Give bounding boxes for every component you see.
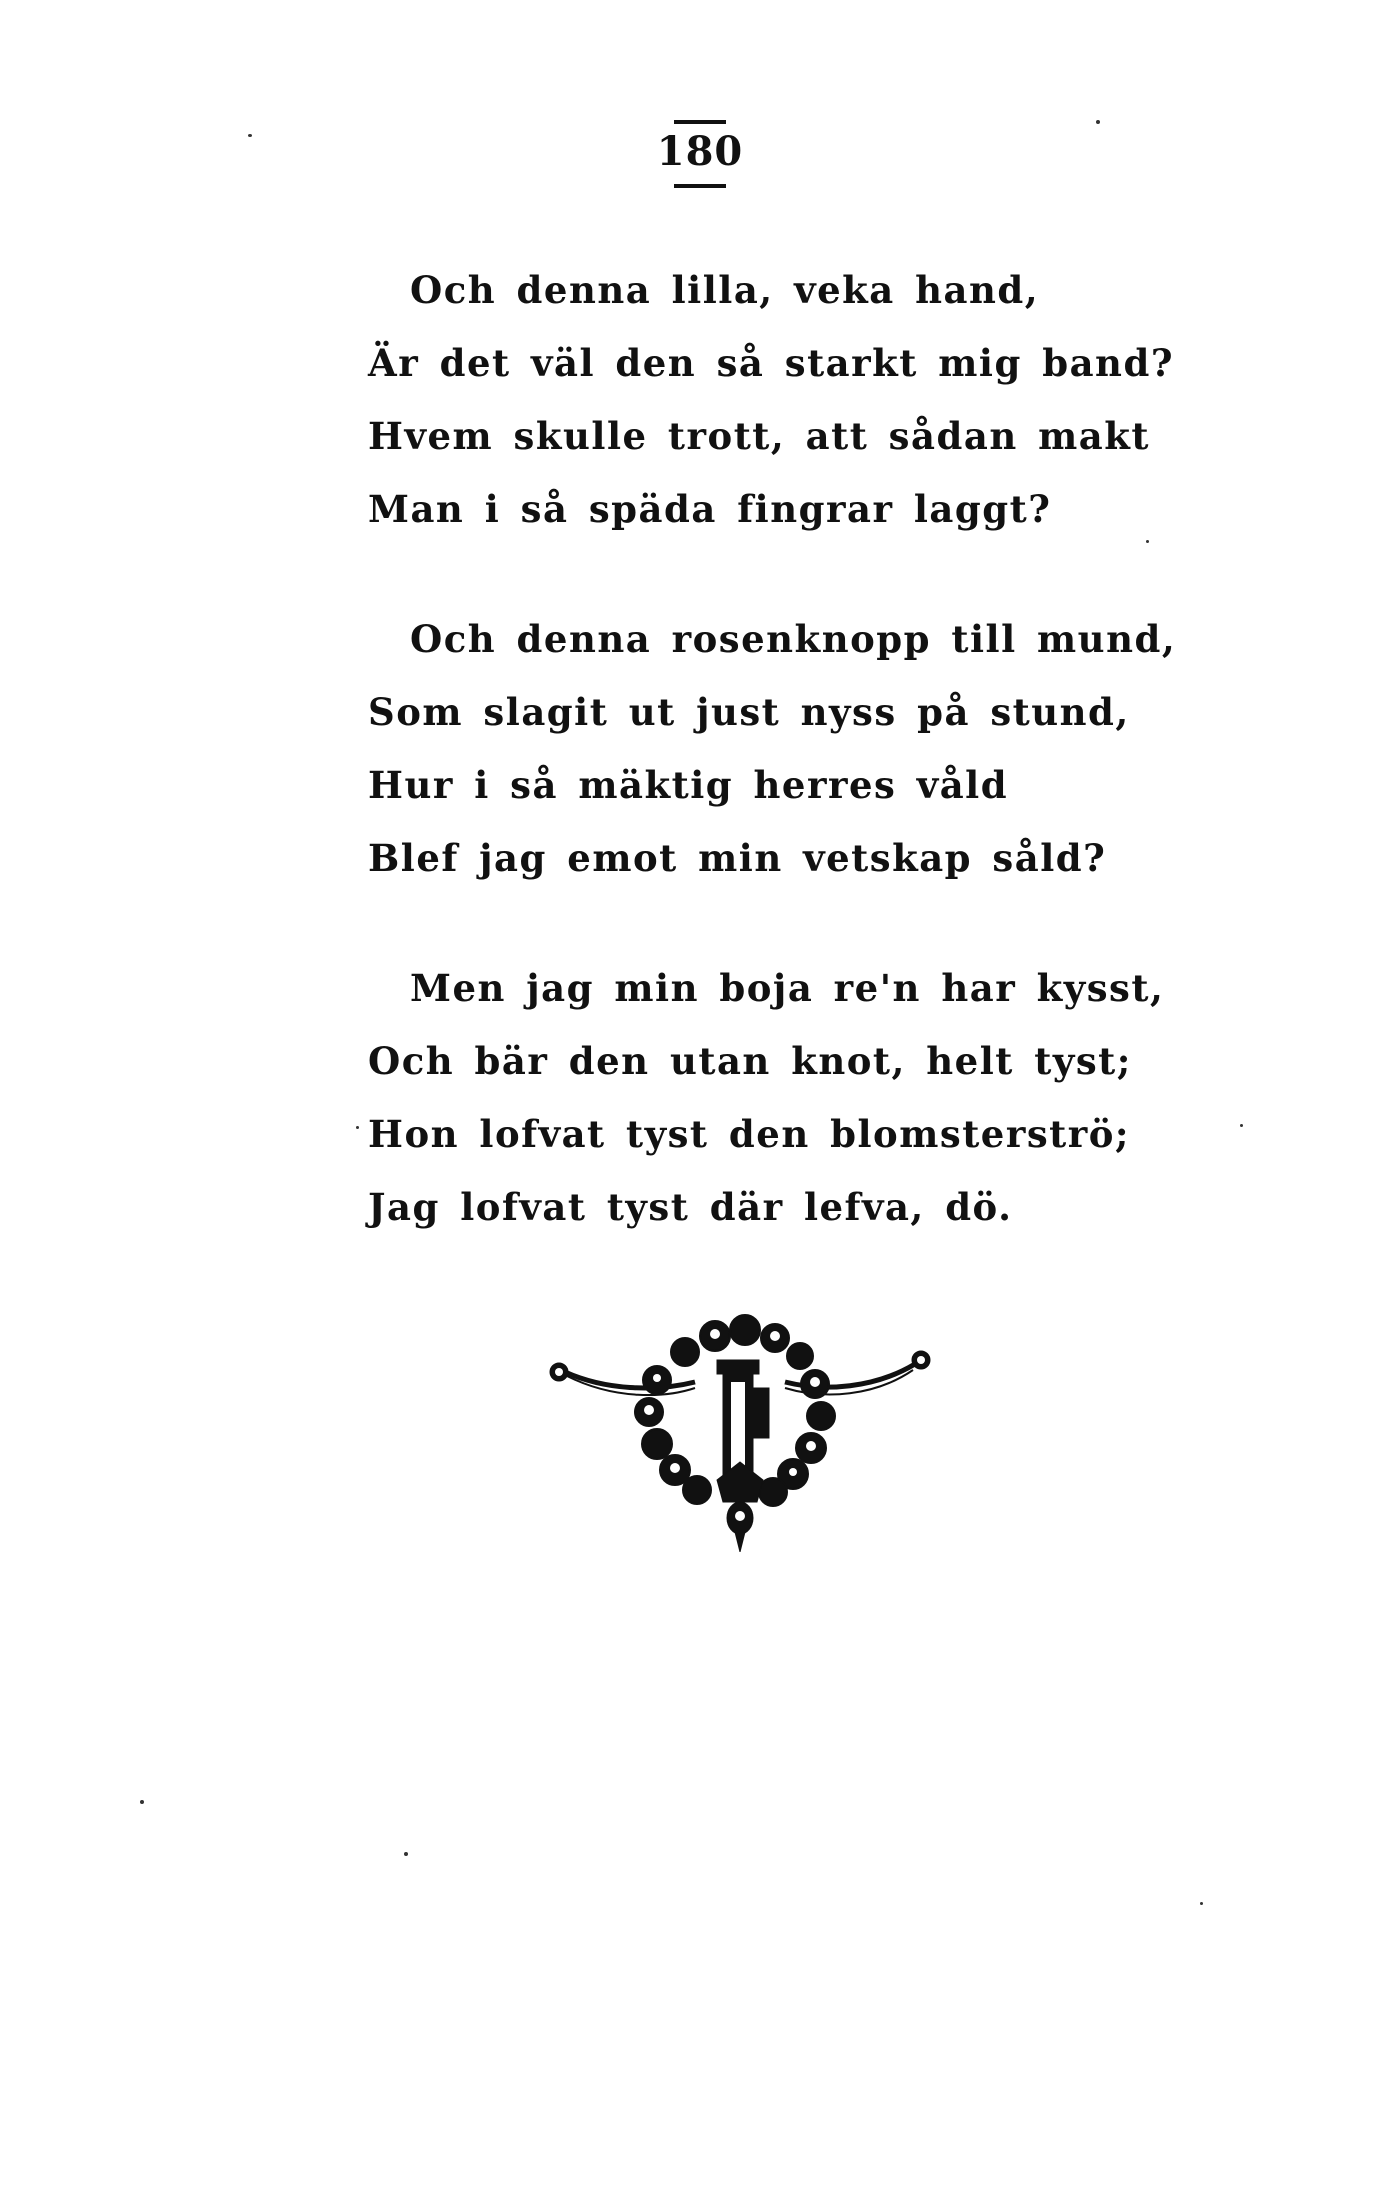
page-number: 180	[656, 128, 744, 175]
paper-speck	[1200, 1902, 1203, 1905]
paper-speck	[1146, 540, 1149, 543]
poem-line: Hur i så mäktig herres våld	[368, 763, 1009, 807]
paper-speck	[1240, 1124, 1243, 1127]
poem-line: Är det väl den så starkt mig band?	[368, 341, 1175, 385]
poem-line: Jag lofvat tyst där lefva, dö.	[368, 1185, 1013, 1229]
paper-speck	[404, 1852, 408, 1856]
paper-speck	[356, 1126, 359, 1129]
poem-line: Hvem skulle trott, att sådan makt	[368, 414, 1150, 458]
page-number-rule-bottom	[674, 184, 726, 188]
page-number-rule-top	[674, 120, 726, 124]
poem-line: Som slagit ut just nyss på stund,	[368, 690, 1130, 734]
stanza-2	[368, 603, 1177, 895]
paper-speck	[1096, 120, 1100, 124]
poem-line: Men jag min boja re'n har kysst,	[410, 966, 1165, 1010]
poem	[368, 254, 1177, 1244]
paper-speck	[248, 134, 252, 137]
page-header	[0, 120, 1400, 188]
poem-line: Hon lofvat tyst den blomsterströ;	[368, 1112, 1131, 1156]
stanza-3	[368, 952, 1168, 1244]
poem-line: Och denna lilla, veka hand,	[410, 268, 1040, 312]
floral-wreath-ornament-icon	[545, 1312, 935, 1552]
poem-line: Och denna rosenknopp till mund,	[410, 617, 1177, 661]
paper-speck	[140, 1800, 144, 1804]
poem-line: Man i så späda fingrar laggt?	[368, 487, 1052, 531]
stanza-1	[368, 254, 1175, 546]
poem-line: Och bär den utan knot, helt tyst;	[368, 1039, 1132, 1083]
poem-line: Blef jag emot min vetskap såld?	[368, 836, 1107, 880]
